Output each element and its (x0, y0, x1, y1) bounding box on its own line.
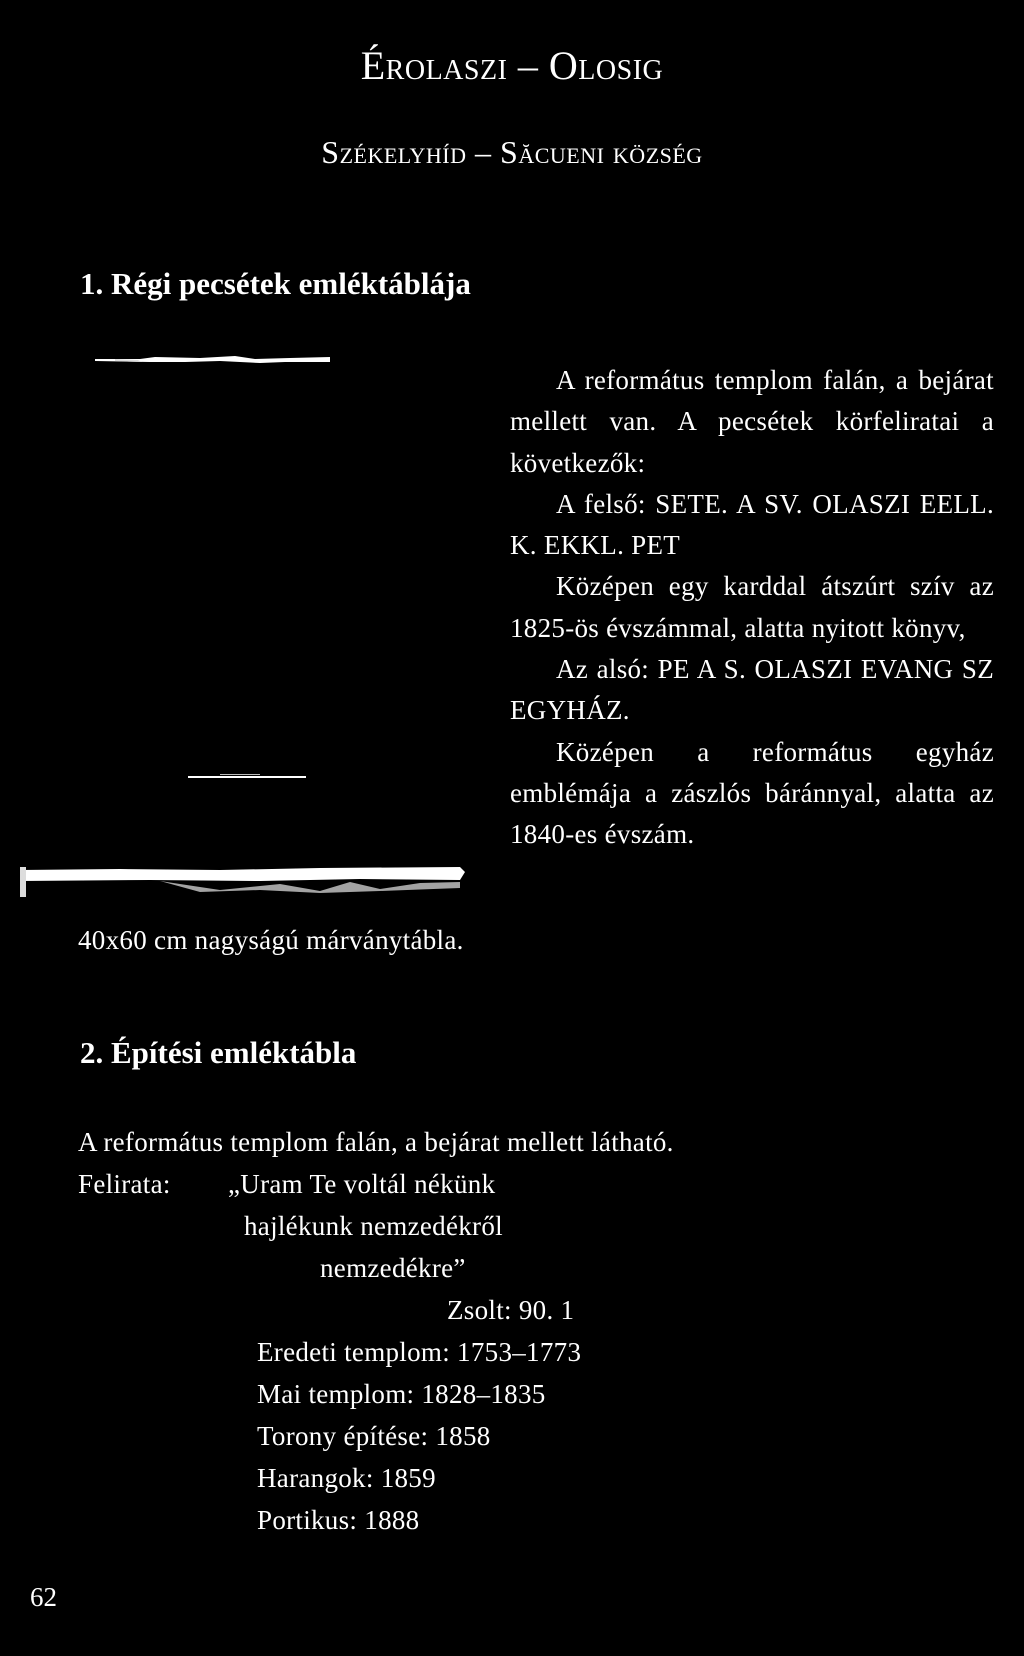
paragraph: A felső: SETE. A SV. OLASZI EELL. K. EKKL. PET (510, 488, 994, 561)
scripture-reference: Zsolt: 90. 1 (447, 1295, 575, 1325)
page-subtitle: Székelyhíd – Săcueni község (321, 134, 703, 170)
inscription-line: „Uram Te voltál nékünk (228, 1169, 496, 1199)
section-1-text (510, 360, 994, 856)
plaque-photo (20, 350, 484, 910)
paragraph: Középen egy karddal átszúrt szív az 1825-ös évszámmal, alatta nyitott könyv, (510, 571, 994, 643)
section-2-intro: A református templom falán, a bejárat mellett látható. (78, 1127, 674, 1157)
inscription-line: hajlékunk nemzedékről (244, 1211, 503, 1241)
paragraph: A református templom falán, a bejárat mellett van. A pecsétek körfeliratai a következők: (510, 365, 994, 478)
inscription-line: nemzedékre” (320, 1253, 466, 1283)
fact-line: Torony építése: 1858 (257, 1421, 491, 1451)
section-2-heading: 2. Építési emléktábla (80, 1035, 357, 1070)
fact-line: Harangok: 1859 (257, 1463, 436, 1493)
inscription-label: Felirata: (78, 1169, 171, 1199)
page-title: Érolaszi – Olosig (360, 43, 664, 88)
paragraph: Középen a református egyház emblémája a zászlós báránnyal, alatta az 1840-es évszám. (510, 736, 994, 850)
fact-line: Eredeti templom: 1753–1773 (257, 1337, 582, 1367)
page-number: 62 (30, 1582, 57, 1612)
paragraph: Az alsó: PE A S. OLASZI EVANG SZ EGYHÁZ. (510, 654, 994, 726)
section-1-heading: 1. Régi pecsétek emléktáblája (80, 266, 471, 301)
fact-line: Portikus: 1888 (257, 1505, 420, 1535)
fact-line: Mai templom: 1828–1835 (257, 1379, 546, 1409)
photo-caption: 40x60 cm nagyságú márványtábla. (78, 925, 464, 955)
